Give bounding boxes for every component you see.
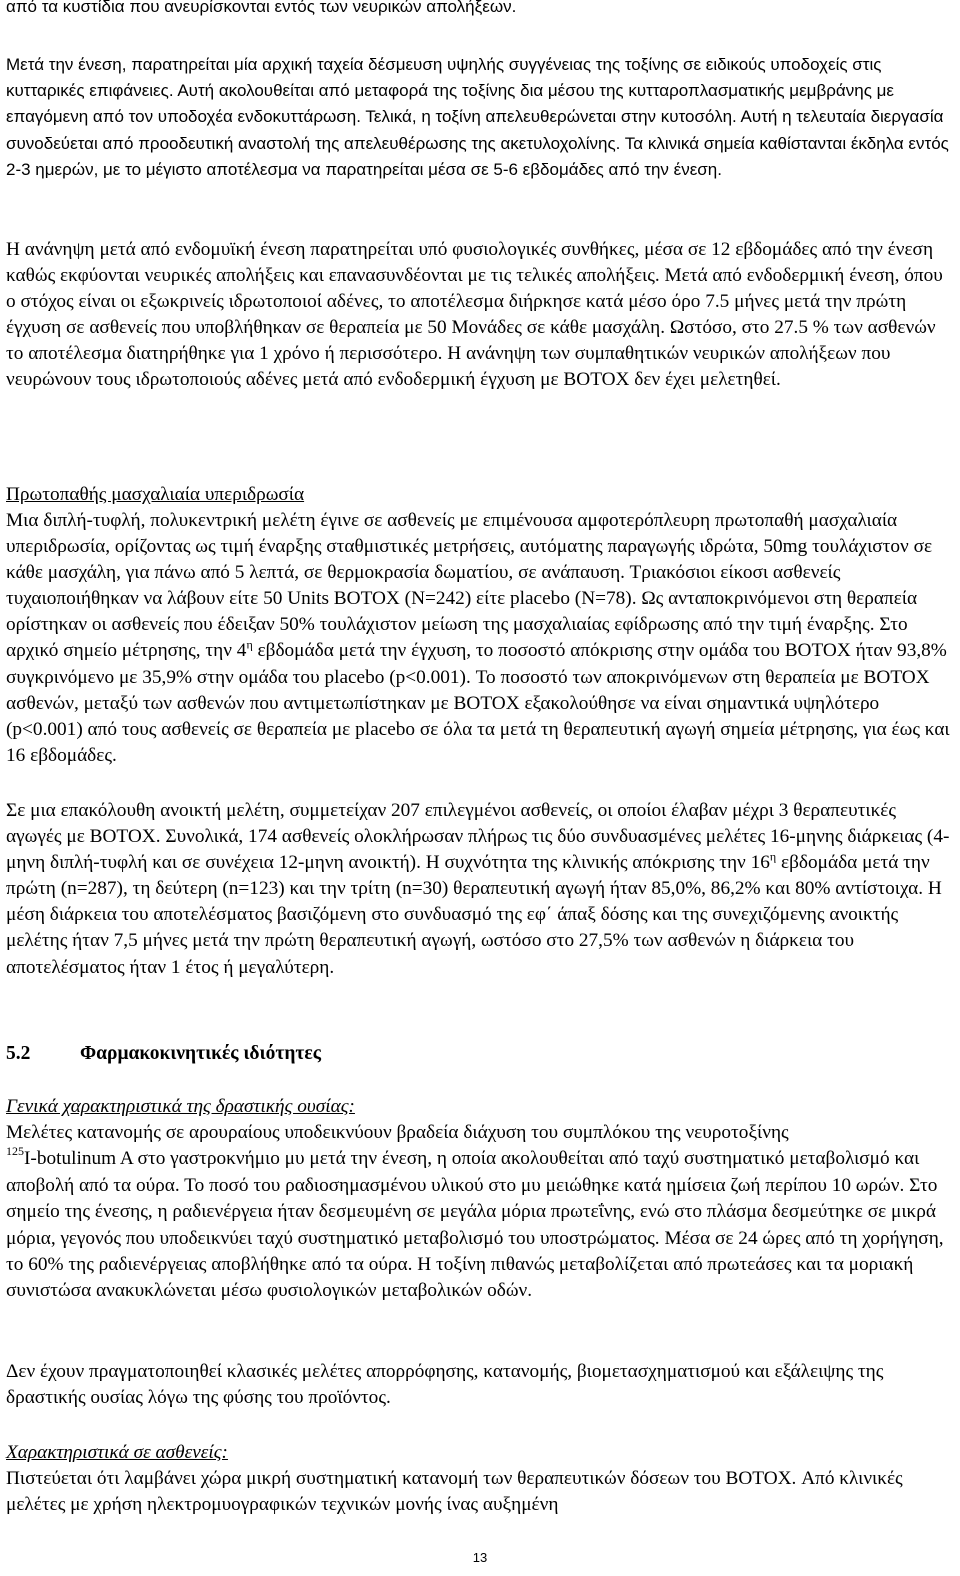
recovery-paragraph: Η ανάνηψη μετά από ενδομυϊκή ένεση παρατηρείται υπό φυσιολογικές συνθήκες, μέσα σε 12 εβδομάδες από την ένεση καθώς εκφύονται νευρικές απολήξεις και επανασυνδέονται με τις τελικές απολήξεις. Μετά από ενδοδερμική ένεση, όπου ο στόχος είναι οι εξωκρινείς ιδρωτοποιοί αδένες, το αποτέλεσμα διήρκησε κατά μέσο όρο 7.5 μήνες μετά την πρώτη έγχυση σε ασθενείς που υποβλήθηκαν σε θεραπεία με 50 Μονάδες σε κάθε μασχάλη. Ωστόσο, στο 27.5 % των ασθενών το αποτέλεσμα διατηρήθηκε για 1 χρόνο ή περισσότερο. Η ανάνηψη των συμπαθητικών νευρικών απολήξεων που νευρώνουν τους ιδρωτοποιούς αδένες μετά από ενδοδερμική έγχυση με BOTOX δεν έχει μελετηθεί. xyxy=(6,239,943,391)
followup-text-before-sup: Σε μια επακόλουθη ανοικτή μελέτη, συμμετείχαν 207 επιλεγμένοι ασθενείς, οι οποίοι έλαβαν μέχρι 3 θεραπευτικές αγωγές με BOTOX. Συνολικά, 174 ασθενείς ολοκλήρωσαν πλήρως τις δύο συνδυασμένες μελέτες 16-μηνης διάρκειας (4-μηνη διπλή-τυφλή και σε συνέχεια 12-μηνη ανοικτή). Η συχνότητα της κλινικής απόκρισης την 16 xyxy=(6,800,950,874)
section-title: Φαρμακοκινητικές ιδιότητες xyxy=(80,1043,321,1064)
top-partial-line: από τα κυστίδια που ανευρίσκονται εντός των νευρικών απολήξεων. xyxy=(6,0,517,16)
intro-paragraph xyxy=(6,52,954,183)
distribution-rest: I-botulinum A στο γαστροκνήμιο μυ μετά την ένεση, η οποία ακολουθείται από ταχύ συστηματικό μεταβολισμό και αποβολή από τα ούρα. Το ποσό του ραδιοσημασμένου υλικού στο μυ μειώθηκε κατά ημίσεια ζωή περίπου 10 ωρών. Στο σημείο της ένεσης, η ραδιενέργεια ήταν δεσμευμένη σε μεγάλα μόρια πρωτεΐνης, ενώ στο πλάσμα δεσμεύτηκε σε μικρά μόρια, γεγονός που υποδεικνύει ταχύ συστηματικό μεταβολισμό του υποστρώματος. Μέσα σε 24 ώρες από τη χορήγηση, το 60% της ραδιενέργειας αποβλήθηκε από τα ούρα. Η τοξίνη πιθανώς μεταβολίζεται από πρωτεάσες και τα μοριακή συνιστώσα ανακυκλώνεται μέσω φυσιολογικών μεταβολικών οδών. xyxy=(6,1148,944,1302)
no-classic-studies-paragraph: Δεν έχουν πραγματοποιηθεί κλασικές μελέτες απορρόφησης, κατανομής, βιομετασχηματισμού και εξάλειψης της δραστικής ουσίας λόγω της φύσης του προϊόντος. xyxy=(6,1361,884,1409)
primary-hyperhidrosis-heading: Πρωτοπαθής μασχαλιαία υπεριδρωσία xyxy=(6,484,305,505)
followup-text-after-sup: εβδομάδα μετά την πρώτη (n=287), τη δεύτερη (n=123) και την τρίτη (n=30) θεραπευτική αγωγή ήταν 85,0%, 86,2% και 80% αντίστοιχα. Η μέση διάρκεια του αποτελέσματος βασιζόμενη στο συνδυασμό της εφ΄ άπαξ δόσης και της συνεχιζόμενης ανοικτής μελέτης ήταν 7,5 μήνες μετά την πρώτη θεραπευτική αγωγή, ωστόσο στο 27,5% των ασθενών η διάρκεια του αποτελέσματος ήταν 1 έτος ή μεγαλύτερη. xyxy=(6,852,942,978)
primary-text-after-sup: εβδομάδα μετά την έγχυση, το ποσοστό απόκρισης στην ομάδα του BOTOX ήταν 93,8% συγκρινόμενο με 35,9% στην ομάδα του placebo (p<0.001). Το ποσοστό των αποκρινόμενων στη θεραπεία με BOTOX ασθενών, μεταξύ των ασθενών που αντιμετωπίστηκαν με BOTOX εξακολούθησε να είναι σημαντικά υψηλότερο (p<0.001) από τους ασθενείς σε θεραπεία με placebo σε όλα τα μετά τη θεραπευτική αγωγή σημεία μέτρησης, για έως και 16 εβδομάδες. xyxy=(6,640,950,766)
followup-study-paragraph xyxy=(6,798,954,981)
section-heading xyxy=(6,1041,321,1067)
general-characteristics-heading: Γενικά χαρακτηριστικά της δραστικής ουσίας: xyxy=(6,1096,355,1117)
distribution-first-line: Μελέτες κατανομής σε αρουραίους υποδεικνύουν βραδεία διάχυση του συμπλόκου της νευροτοξίνης xyxy=(6,1122,789,1143)
page-number: 13 xyxy=(472,1550,488,1565)
patient-characteristics-paragraph: Πιστεύεται ότι λαμβάνει χώρα μικρή συστηματική κατανομή των θεραπευτικών δόσεων του BOTOX. Από κλινικές μελέτες με χρήση ηλεκτρομυογραφικών τεχνικών μονής ίνας αυξημένη xyxy=(6,1468,903,1516)
primary-superscript: η xyxy=(246,638,253,653)
section-number: 5.2 xyxy=(6,1043,31,1064)
followup-superscript: η xyxy=(769,849,777,864)
primary-hyperhidrosis-paragraph xyxy=(6,508,954,769)
patient-characteristics-heading: Χαρακτηριστικά σε ασθενείς: xyxy=(6,1442,228,1463)
primary-text-before-sup: Μια διπλή-τυφλή, πολυκεντρική μελέτη έγινε σε ασθενείς με επιμένουσα αμφοτερόπλευρη πρωτοπαθή μασχαλιαία υπεριδρωσία, ορίζοντας ως τιμή έναρξης σταθμιστικές μετρήσεις, αυτόματης παραγωγής ιδρώτα, 50mg τουλάχιστον σε κάθε μασχάλη, για πάνω από 5 λεπτά, σε θερμοκρασία δωματίου, σε ανάπαυση. Τριακόσιοι είκοσι ασθενείς τυχαιοποιήθηκαν να λάβουν είτε 50 Units BOTOX (N=242) είτε placebo (N=78). Ως ανταποκρινόμενοι στη θεραπεία ορίστηκαν οι ασθενείς που έδειξαν 50% τουλάχιστον μείωση της μασχαλιαίας εφίδρωσης από την τιμή έναρξης. Στο αρχικό σημείο μέτρησης, την 4 xyxy=(6,510,933,662)
distribution-studies-paragraph xyxy=(6,1120,954,1305)
isotope-superscript: 125 xyxy=(6,1143,24,1158)
intro-text: Μετά την ένεση, παρατηρείται μία αρχική ταχεία δέσμευση υψηλής συγγένειας της τοξίνης σε ειδικούς υποδοχείς στις κυτταρικές επιφάνειες. Αυτή ακολουθείται από μεταφορά της τοξίνης δια μέσου της κυτταροπλασματικής μεμβράνης με επαγόμενη από τον υποδοχέα ενδοκυττάρωση. Τελικά, η τοξίνη απελευθερώνεται στην κυτοσόλη. Αυτή η τελευταία διεργασία συνοδεύεται από προοδευτική αναστολή της απελευθέρωσης της ακετυλοχολίνης. Τα κλινικά σημεία καθίστανται έκδηλα εντός 2-3 ημερών, με το μέγιστο αποτέλεσμα να παρατηρείται μέσα σε 5-6 εβδομάδες από την ένεση. xyxy=(6,55,949,179)
